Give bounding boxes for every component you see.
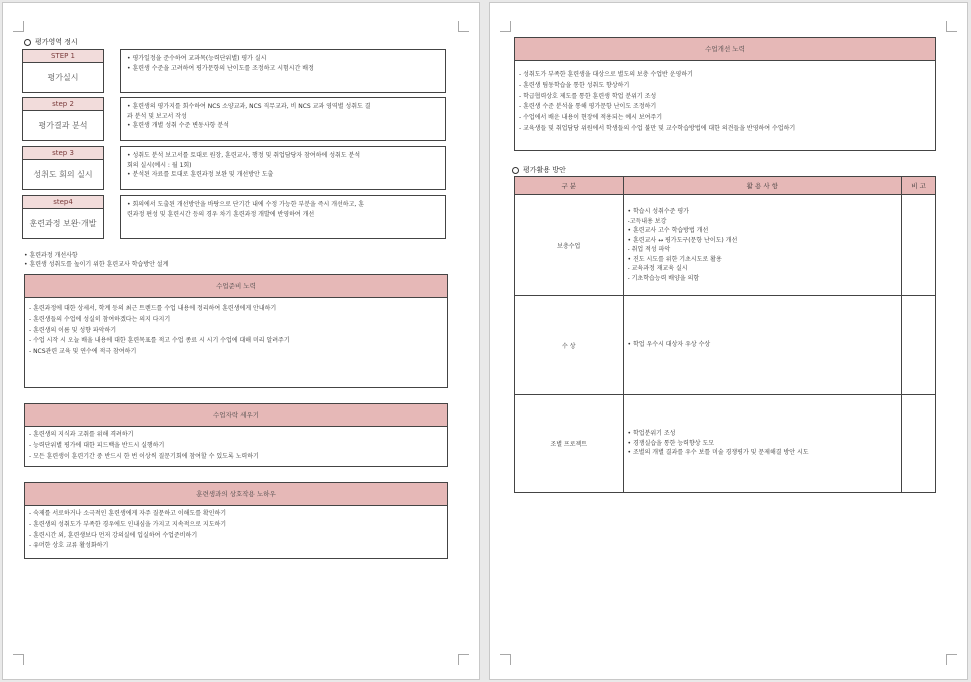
usage-line: - 취업 적성 파악	[627, 246, 671, 253]
step-line: 련과정 편성 및 훈련시간 등의 경우 차기 훈련과정 개발에 반영하여 개선	[127, 210, 315, 218]
step-box	[22, 97, 104, 141]
panel-line: - 모든 훈련생이 훈련기간 중 반드시 한 번 이상씩 질문기회에 참여할 수 있도록 노력하기	[29, 452, 259, 460]
row-category: 조별 프로젝트	[515, 395, 624, 493]
step-name: 평가결과 분석	[38, 121, 88, 130]
step-box	[22, 49, 104, 93]
panel-line: - 훈련시간 외, 훈련생보다 먼저 강의실에 입실하여 수업준비하기	[29, 531, 198, 539]
table-section-title	[512, 165, 566, 175]
panel-title: 수업자락 세우기	[25, 404, 447, 427]
step-description	[120, 146, 446, 190]
panel-line: - 훈련생의 성취도가 부족한 경우에도 인내심을 가지고 지속적으로 지도하기	[29, 520, 227, 528]
step-box	[22, 146, 104, 190]
header-remarks: 비 고	[902, 177, 936, 195]
header-usage: 활 용 사 항	[623, 177, 902, 195]
circle-bullet-icon	[24, 39, 31, 46]
crop-mark	[946, 21, 957, 32]
note-line: • 훈련생 성취도를 높이기 위한 훈련교사 학습방안 설계	[24, 261, 169, 268]
row-usage	[623, 195, 902, 296]
panel-line: - 숙제를 서로하거나 소극적인 훈련생에게 자주 질문하고 이해도를 확인하기	[29, 510, 227, 517]
panel-line: - 훈련생의 지식과 고취를 위해 격려하기	[29, 431, 134, 438]
step-line: 회의 실시(예시 : 월 1회)	[127, 161, 192, 169]
usage-line: • 학업 우수시 대상자 우상 수상	[627, 341, 711, 349]
panel-title: 훈련생과의 상호작용 노하우	[25, 483, 447, 506]
step-label: step 3	[23, 147, 103, 160]
step-row	[22, 195, 446, 239]
step-box	[22, 195, 104, 239]
row-remarks	[902, 395, 936, 493]
step-line: • 평가일정을 준수하여 교과목(능력단위별) 평가 실시	[127, 55, 267, 62]
panel-body	[25, 506, 447, 558]
usage-line: • 조별의 개별 결과를 우수 보틀 미술 경쟁평가 및 문제해결 방안 시도	[627, 449, 809, 457]
row-usage	[623, 395, 902, 493]
step-label: step4	[23, 196, 103, 209]
step-row	[22, 97, 446, 141]
usage-line: • 훈련교사 고수 학습방법 개선	[627, 227, 709, 234]
crop-mark	[500, 654, 511, 665]
step-name: 평가실시	[47, 73, 79, 82]
note-line: • 훈련과정 개선사항	[24, 252, 78, 259]
step-label: step 2	[23, 98, 103, 111]
table-row	[515, 195, 936, 296]
panel-line: - 훈련생 팀동학습을 통한 성취도 향상하기	[519, 81, 630, 89]
step-description	[120, 49, 446, 93]
table-row	[515, 395, 936, 493]
table-section-title-text: 평가활용 방안	[523, 166, 566, 174]
step-line: • 성취도 분석 보고서를 토대로 원장, 훈련교사, 행정 및 취업담당자 참여하에 성취도 분석	[127, 152, 361, 159]
panel-body	[515, 61, 935, 141]
usage-line: - 교육과정 재교육 실시	[627, 265, 688, 272]
step-row	[22, 49, 446, 93]
usage-line: • 경쟁실습을 통한 능력향상 도모	[627, 439, 715, 447]
step-line: • 분석된 자료를 토대로 훈련과정 보완 및 개선방안 도출	[127, 171, 274, 178]
panel-line: - 성취도가 부족한 훈련생을 대상으로 별도의 보충 수업반 운영하기	[519, 71, 693, 78]
table-header-row	[515, 177, 936, 195]
panel-title: 수업준비 노력	[25, 275, 447, 298]
header-category: 구 분	[515, 177, 624, 195]
usage-line: • 학습시 성취수준 평가	[627, 208, 689, 215]
crop-mark	[458, 21, 469, 32]
step-description	[120, 97, 446, 141]
row-usage	[623, 296, 902, 395]
crop-mark	[13, 654, 24, 665]
table-row	[515, 296, 936, 395]
usage-line: • 진도 시도를 위한 기초시도로 활용	[627, 255, 722, 263]
lesson-prep-panel	[24, 274, 448, 388]
panel-body	[25, 298, 447, 364]
step-line: • 회의에서 도출된 개선방안을 바탕으로 단기간 내에 수정 가능한 부분을 즉시 개선하고, 훈	[127, 201, 364, 208]
interaction-panel	[24, 482, 448, 559]
row-category: 보충수업	[515, 195, 624, 296]
panel-line: - 훈련생 수준 분석을 통해 평가문항 난이도 조정하기	[519, 103, 657, 111]
panel-body	[25, 427, 447, 468]
step-row	[22, 146, 446, 190]
step-line: • 훈련생 개별 성취 수준 변동사항 분석	[127, 122, 229, 129]
panel-line: - 훈련생의 이름 및 성향 파악하기	[29, 326, 117, 334]
crop-mark	[946, 654, 957, 665]
panel-line: - NCS관련 교육 및 연수에 적극 참여하기	[29, 348, 137, 356]
panel-line: - 교육생들 및 취업담당 위원에서 학생들의 수업 불만 및 교수학습방법에 대한 의견들을 반영하여 수업하기	[519, 124, 796, 132]
crop-mark	[500, 21, 511, 32]
step-line: • 훈련생 수준을 고려하여 평가문항의 난이도를 조정하고 시험시간 배정	[127, 64, 314, 72]
lesson-improvement-panel	[514, 37, 936, 151]
section-title-text: 평가영역 정시	[35, 38, 78, 46]
improvement-notes	[24, 251, 168, 269]
panel-line: - 수업에서 배운 내용이 현장에 적용되는 예시 보여주기	[519, 114, 663, 122]
step-description	[120, 195, 446, 239]
usage-line: • 훈련교사 ↔ 평가도구(문항 난이도) 개선	[627, 236, 738, 244]
usage-line: • 학업분위기 조성	[627, 430, 676, 438]
step-line: • 훈련생의 평가지를 회수하여 NCS 소양교과, NCS 직무교과, 비 NCS 교과 영역별 성취도 결	[127, 103, 371, 110]
step-label: STEP 1	[23, 50, 103, 63]
panel-line: - 능력단위별 평가에 대한 피드백을 반드시 실행하기	[29, 441, 165, 449]
crop-mark	[13, 21, 24, 32]
step-name: 훈련과정 보완·개발	[29, 219, 97, 228]
section-title	[24, 37, 78, 47]
circle-bullet-icon	[512, 167, 519, 174]
panel-line: - 훈련과정에 대한 상세서, 학계 등의 최근 트렌드를 수업 내용에 정리하여 훈련생에게 안내하기	[29, 305, 277, 312]
panel-line: - 훈련생들의 수업에 성실히 참여하겠다는 의지 다지기	[29, 315, 171, 323]
step-line: 과 분석 및 보고서 작성	[127, 112, 187, 120]
crop-mark	[458, 654, 469, 665]
row-remarks	[902, 296, 936, 395]
panel-title: 수업개선 노력	[515, 38, 935, 61]
panel-line: - 수업 시작 시 오늘 배울 내용에 대한 훈련목표를 적고 수업 종료 시 시기 수업에 대해 미리 알려주기	[29, 337, 290, 345]
lesson-setup-panel	[24, 403, 448, 467]
panel-line: - 유머한 상호 교류 활성화하기	[29, 542, 109, 550]
usage-line: - 기초학습능력 배양을 의함	[627, 274, 700, 282]
row-category: 수 상	[515, 296, 624, 395]
evaluation-usage-table	[514, 176, 936, 493]
step-name: 성취도 회의 실시	[33, 170, 93, 179]
row-remarks	[902, 195, 936, 296]
usage-line: -고득내용 보강	[627, 217, 667, 225]
panel-line: - 학급협력상호 제도를 통한 훈련생 학업 분위기 조성	[519, 92, 657, 100]
